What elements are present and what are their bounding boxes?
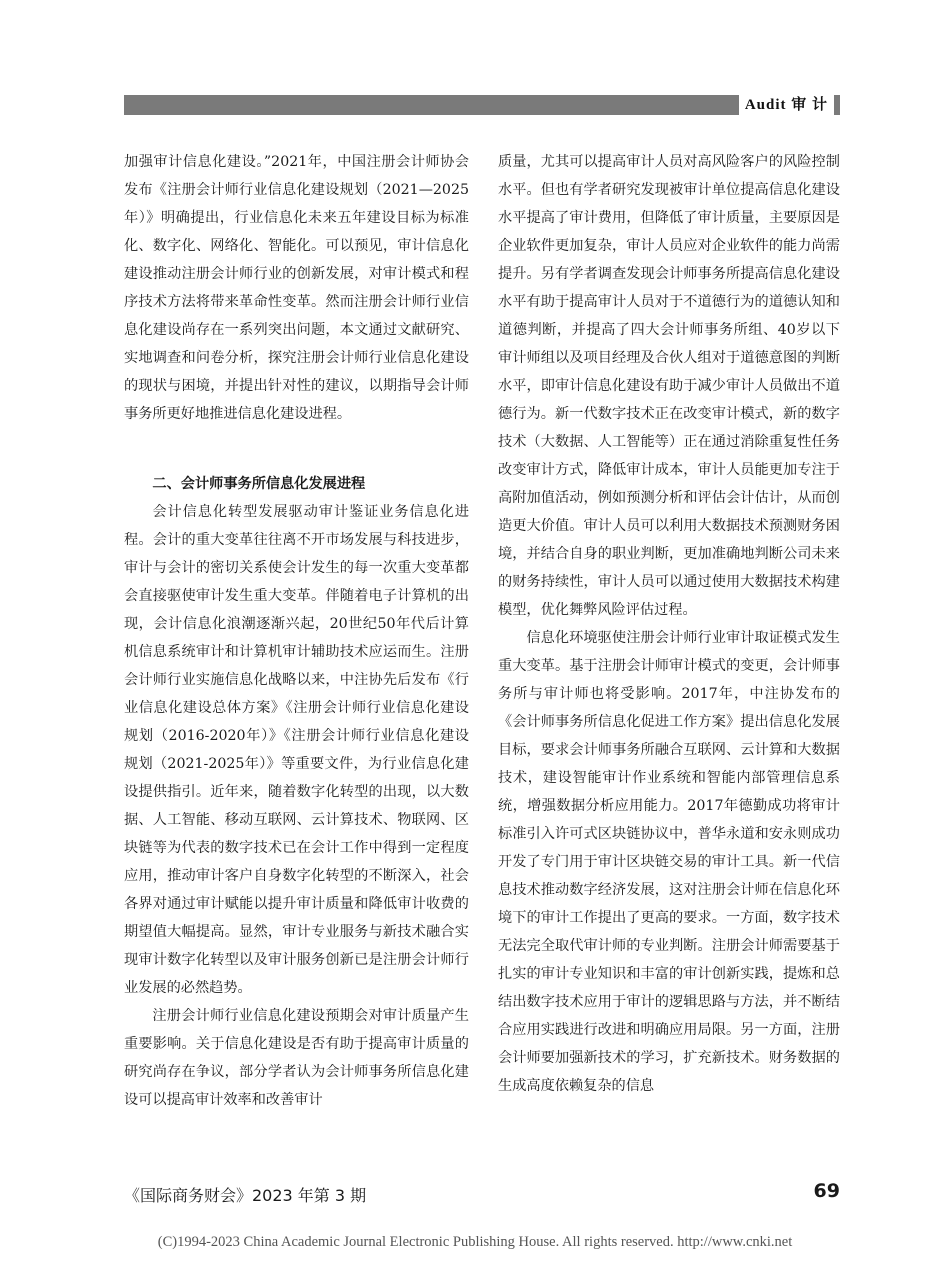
body-paragraph: 加强审计信息化建设。”2021年，中国注册会计师协会发布《注册会计师行业信息化建设规划（2021—2025年）》明确提出，行业信息化未来五年建设目标为标准化、数字化、网络化、智能化。可以预见，审计信息化建设推动注册会计师行业的创新发展，对审计模式和程序技术方法将带来革命性变革。然而注册会计师行业信息化建设尚存在一系列突出问题，本文通过文献研究、实地调查和问卷分析，探究注册会计师行业信息化建设的现状与困境，并提出针对性的建议，以期指导会计师事务所更好地推进信息化建设进程。 xyxy=(124,154,469,422)
section-label: Audit 审 计 xyxy=(739,95,834,115)
section-heading: 二、会计师事务所信息化发展进程 xyxy=(152,476,366,492)
body-paragraph: 质量，尤其可以提高审计人员对高风险客户的风险控制水平。但也有学者研究发现被审计单位提高信息化建设水平提高了审计费用，但降低了审计质量，主要原因是企业软件更加复杂，审计人员应对企业软件的能力尚需提升。另有学者调查发现会计师事务所提高信息化建设水平有助于提高审计人员对于不道德行为的道德认知和道德判断，并提高了四大会计师事务所组、40岁以下审计师组以及项目经理及合伙人组对于道德意图的判断水平，即审计信息化建设有助于减少审计人员做出不道德行为。新一代数字技术正在改变审计模式，新的数字技术（大数据、人工智能等）正在通过消除重复性任务改变审计方式，降低审计成本，审计人员能更加专注于高附加值活动，例如预测分析和评估会计估计，从而创造更大价值。审计人员可以利用大数据技术预测财务困境，并结合自身的职业判断，更加准确地判断公司未来的财务持续性，审计人员可以通过使用大数据技术构建模型，优化舞弊风险评估过程。 xyxy=(498,154,840,618)
left-column xyxy=(124,148,469,1114)
page-number: 69 xyxy=(813,1180,840,1202)
right-column xyxy=(498,148,840,1100)
header-bar xyxy=(124,95,840,115)
body-paragraph: 注册会计师行业信息化建设预期会对审计质量产生重要影响。关于信息化建设是否有助于提高审计质量的研究尚存在争议，部分学者认为会计师事务所信息化建设可以提高审计效率和改善审计 xyxy=(124,1008,469,1108)
copyright-notice: (C)1994-2023 China Academic Journal Electronic Publishing House. All rights reserved. http://www.cnki.net xyxy=(157,1234,793,1250)
journal-citation: 《国际商务财会》2023 年第 3 期 xyxy=(124,1186,367,1205)
body-paragraph: 信息化环境驱使注册会计师行业审计取证模式发生重大变革。基于注册会计师审计模式的变更，会计师事务所与审计师也将受影响。2017年，中注协发布的《会计师事务所信息化促进工作方案》提出信息化发展目标，要求会计师事务所融合互联网、云计算和大数据技术，建设智能审计作业系统和智能内部管理信息系统，增强数据分析应用能力。2017年德勤成功将审计标准引入许可式区块链协议中，普华永道和安永则成功开发了专门用于审计区块链交易的审计工具。新一代信息技术推动数字经济发展，这对注册会计师在信息化环境下的审计工作提出了更高的要求。一方面，数字技术无法完全取代审计师的专业判断。注册会计师需要基于扎实的审计专业知识和丰富的审计创新实践，提炼和总结出数字技术应用于审计的逻辑思路与方法，并不断结合应用实践进行改进和明确应用局限。另一方面，注册会计师要加强新技术的学习，扩充新技术。财务数据的生成高度依赖复杂的信息 xyxy=(498,630,840,1094)
body-paragraph: 会计信息化转型发展驱动审计鉴证业务信息化进程。会计的重大变革往往离不开市场发展与科技进步，审计与会计的密切关系使会计发生的每一次重大变革都会直接驱使审计发生重大变革。伴随着电子计算机的出现，会计信息化浪潮逐渐兴起，20世纪50年代后计算机信息系统审计和计算机审计辅助技术应运而生。注册会计师行业实施信息化战略以来，中注协先后发布《行业信息化建设总体方案》《注册会计师行业信息化建设规划（2016-2020年）》《注册会计师行业信息化建设规划（2021-2025年）》等重要文件，为行业信息化建设提供指引。近年来，随着数字化转型的出现，以大数据、人工智能、移动互联网、云计算技术、物联网、区块链等为代表的数字技术已在会计工作中得到一定程度应用，推动审计客户自身数字化转型的不断深入，社会各界对通过审计赋能以提升审计质量和降低审计收费的期望值大幅提高。显然，审计专业服务与新技术融合实现审计数字化转型以及审计服务创新已是注册会计师行业发展的必然趋势。 xyxy=(124,504,469,996)
